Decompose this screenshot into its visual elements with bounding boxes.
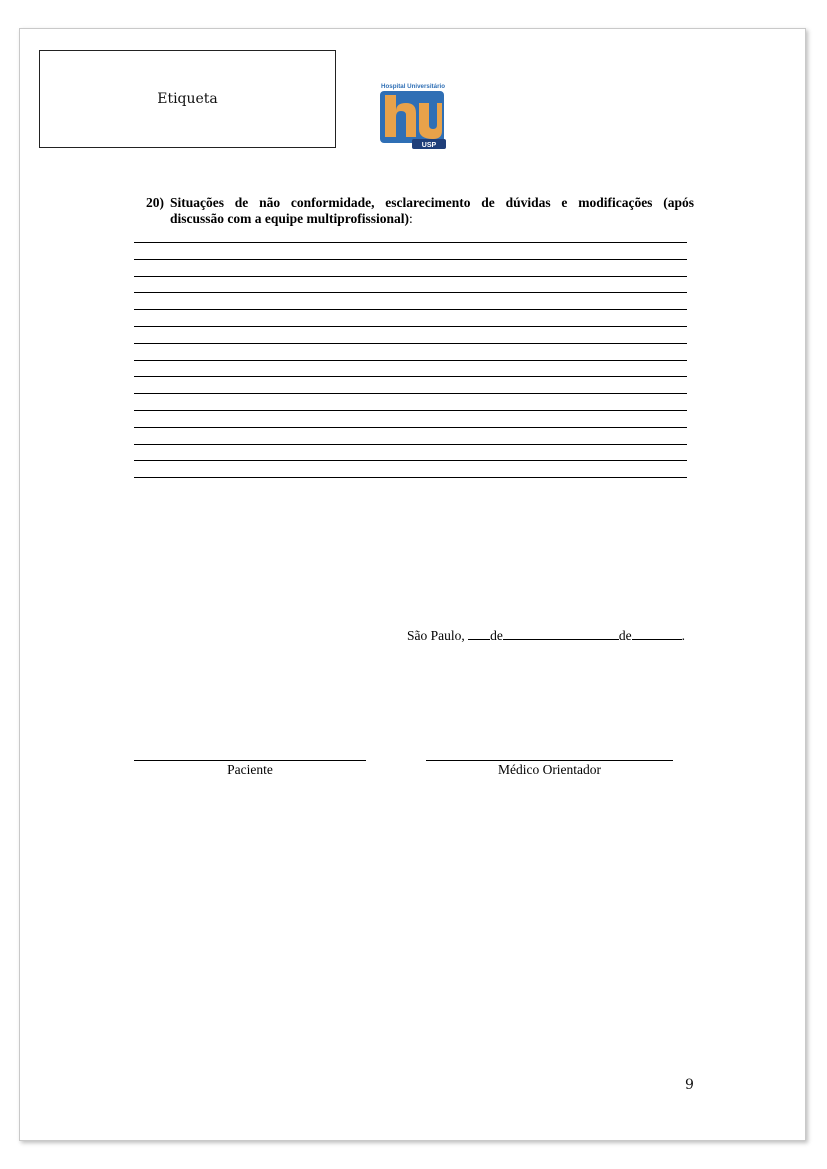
question-text-line1: Situações de não conformidade, esclarecimento de dúvidas e modificações (após [170,195,694,210]
answer-line[interactable] [134,427,687,428]
answer-line[interactable] [134,477,687,478]
answer-line[interactable] [134,460,687,461]
logo-top-text: Hospital Universitário [381,83,445,90]
answer-line[interactable] [134,343,687,344]
answer-line[interactable] [134,326,687,327]
hospital-logo [376,81,450,155]
label-box-text: Etiqueta [157,91,218,107]
document-page [19,28,806,1141]
answer-line[interactable] [134,292,687,293]
answer-line[interactable] [134,242,687,243]
date-de1: de [490,628,503,643]
answer-line[interactable] [134,360,687,361]
date-de2: de [618,628,632,643]
answer-line[interactable] [134,276,687,277]
logo-mark-letters: hu [376,81,377,82]
doctor-signature-line[interactable] [426,760,673,761]
date-period: . [681,628,686,643]
question-number: 20) [146,195,164,210]
day-blank[interactable] [468,627,490,640]
patient-signature-label: Paciente [227,762,273,777]
answer-lines [134,242,687,494]
doctor-signature-label: Médico Orientador [497,762,602,777]
answer-line[interactable] [134,410,687,411]
answer-line[interactable] [134,309,687,310]
logo-usp-text: USP [421,142,437,149]
answer-line[interactable] [134,393,687,394]
doctor-signature [426,760,673,778]
date-city: São Paulo, [407,628,465,643]
page-number: 9 [685,1077,694,1093]
date-line [407,627,685,644]
question-20 [146,195,694,227]
label-box [39,50,336,148]
answer-line[interactable] [134,376,687,377]
year-blank[interactable] [632,627,682,640]
answer-line[interactable] [134,444,687,445]
patient-signature-line[interactable] [134,760,366,761]
question-colon: : [409,211,413,226]
patient-signature [134,760,366,778]
answer-line[interactable] [134,259,687,260]
month-blank[interactable] [503,627,619,640]
question-text-line2: discussão com a equipe multiprofissional) [170,211,410,226]
